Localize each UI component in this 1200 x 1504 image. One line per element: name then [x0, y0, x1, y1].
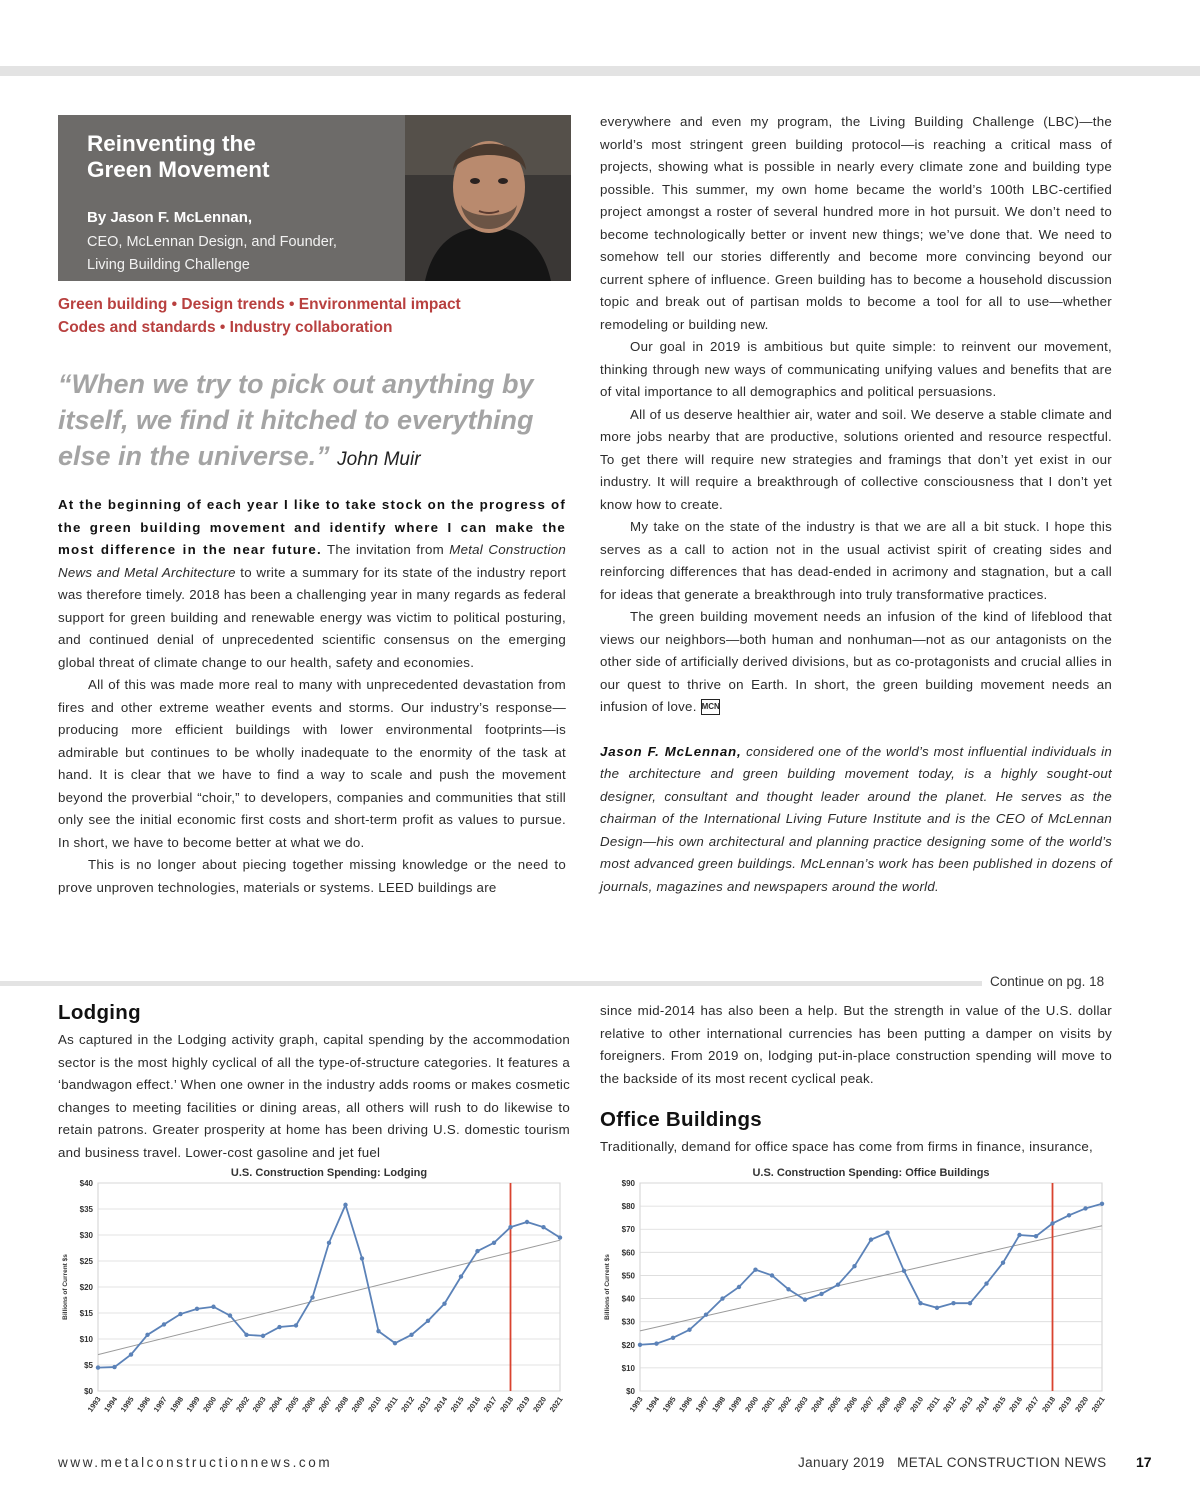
trend-line [98, 1240, 560, 1354]
paragraph [600, 606, 1112, 719]
byline: By Jason F. McLennan, [87, 209, 253, 226]
data-point [393, 1341, 397, 1345]
x-tick-label: 2011 [924, 1394, 942, 1414]
y-tick-label: $40 [79, 1179, 93, 1188]
x-tick-label: 2007 [858, 1394, 876, 1414]
x-tick-label: 2015 [448, 1394, 466, 1414]
x-tick-label: 2005 [283, 1394, 301, 1414]
lodging-chart [58, 1163, 566, 1445]
data-point [261, 1334, 265, 1338]
quote-text: “When we try to pick out anything by itself, we find it hitched to everything else in the universe.” [58, 369, 534, 471]
x-tick-label: 1998 [168, 1394, 186, 1414]
data-point [541, 1225, 545, 1229]
data-point [327, 1241, 331, 1245]
y-axis-label: Billions of Current $s [62, 1254, 69, 1320]
x-tick-label: 1998 [710, 1394, 728, 1414]
data-point [475, 1249, 479, 1253]
text-run: to write a summary for its state of the industry report was therefore timely. 2018 has been a challenging year in many regards as federal support for green building and renewable energy was victim to political posturing, and continued denial of unprecedented scientific consensus on the emerging global threat of climate change to our health, safety and economies. [58, 564, 567, 670]
data-point [968, 1301, 972, 1305]
data-point [984, 1281, 988, 1285]
article-header [58, 115, 405, 281]
paragraph: This is no longer about piecing together missing knowledge or the need to prove unproven technologies, materials or systems. LEED buildings are [58, 857, 566, 895]
data-point [376, 1329, 380, 1333]
office-heading: Office Buildings [600, 1108, 762, 1131]
y-tick-label: $0 [626, 1387, 635, 1396]
lead-in: At the beginning of each year I like to take stock on the progress of the green building movement and identify where I can make the most difference in the near future. [58, 497, 566, 557]
x-tick-label: 2006 [300, 1394, 318, 1414]
x-tick-label: 1999 [726, 1394, 744, 1414]
data-point [343, 1203, 347, 1207]
data-point [129, 1352, 133, 1356]
x-tick-label: 2017 [1023, 1394, 1041, 1414]
x-tick-label: 2018 [498, 1394, 516, 1414]
lodging-chart-svg [58, 1163, 566, 1445]
office-chart [600, 1163, 1108, 1445]
data-point [294, 1323, 298, 1327]
data-point [902, 1269, 906, 1273]
x-tick-label: 1997 [693, 1394, 711, 1414]
paragraph: My take on the state of the industry is that we are all a bit stuck. I hope this serves as a call to action not in the usual activist spirit of creating sides and reinforcing differences that has dead-ended in acrimony and stagnation, but a call for ideas that generate a breakthrough into truly transformative practices. [600, 519, 1112, 602]
left-column [58, 494, 566, 899]
data-point [244, 1333, 248, 1337]
y-tick-label: $10 [79, 1335, 93, 1344]
topic-tags [58, 293, 578, 339]
data-point [228, 1313, 232, 1317]
x-tick-label: 2008 [333, 1394, 351, 1414]
paragraph: everywhere and even my program, the Living Building Challenge (LBC)—the world’s most stringent green building protocol—is reaching a critical mass of projects, showing what is possible in nearly every climate zone and building type possible. This summer, my own home became the world’s 100th LBC-certified project amongst a roster of several hundred more in hot pursuit. We don’t need to become technologically better or invent new things; we’ve done that. We need to somehow tell our stories differently and become more convincing beyond our current sphere of influence. Green building has to become a household discussion topic and break out of partisan molds to become a tool for all to use—whether remodeling or building new. [600, 114, 1112, 332]
y-tick-label: $10 [621, 1363, 635, 1373]
office-section [600, 1108, 1112, 1159]
end-mark-logo: MCN [701, 699, 720, 715]
x-tick-label: 1993 [85, 1394, 103, 1414]
data-point [459, 1274, 463, 1278]
top-rule [0, 66, 1200, 76]
x-tick-label: 2003 [250, 1394, 268, 1414]
x-tick-label: 2003 [792, 1394, 810, 1414]
x-tick-label: 2012 [399, 1394, 417, 1414]
chart-title: U.S. Construction Spending: Lodging [230, 1167, 428, 1179]
y-tick-label: $70 [621, 1225, 635, 1235]
data-point [720, 1296, 724, 1300]
x-tick-label: 2006 [842, 1394, 860, 1414]
data-point [277, 1325, 281, 1329]
data-point [96, 1365, 100, 1369]
x-tick-label: 1999 [184, 1394, 202, 1414]
x-tick-label: 2021 [547, 1394, 565, 1414]
author-photo [405, 115, 571, 281]
y-tick-label: $90 [621, 1179, 635, 1188]
data-point [753, 1267, 757, 1271]
data-point [704, 1313, 708, 1317]
data-point [951, 1301, 955, 1305]
data-point [737, 1285, 741, 1289]
publication-name: Metal Construction News and Metal Architecture [58, 542, 566, 580]
x-tick-label: 2014 [974, 1394, 992, 1414]
section-rule [0, 981, 982, 986]
y-tick-label: $25 [79, 1257, 93, 1266]
data-point [836, 1282, 840, 1286]
role-line: CEO, McLennan Design, and Founder, [87, 234, 337, 250]
tag-line: Green building • Design trends • Environmental impact [58, 296, 461, 313]
author-role [87, 231, 397, 277]
issue-date: January 2019 [798, 1455, 885, 1470]
x-tick-label: 2020 [1073, 1394, 1091, 1414]
paragraph: All of this was made more real to many with unprecedented devastation from fires and other extreme weather events and storms. Our industry’s response—producing more efficient buildings with lower environmental footprints—is admirable but continues to be wholly inadequate to the enormity of the task at hand. It is clear that we have to find a way to scale and push the movement beyond the proverbial “choir,” to developers, companies and communities that still only see the initial economic first costs and short-term profit as values to pursue. In short, we have to become better at what we do. [58, 677, 566, 850]
footer-url[interactable]: www.metalconstructionnews.com [58, 1455, 333, 1470]
paragraph [58, 494, 566, 674]
data-point [918, 1301, 922, 1305]
data-point [508, 1225, 512, 1229]
data-point [1034, 1234, 1038, 1238]
x-tick-label: 2007 [316, 1394, 334, 1414]
text-run: The invitation from [321, 542, 450, 557]
x-tick-label: 2020 [531, 1394, 549, 1414]
data-point [442, 1301, 446, 1305]
data-point [178, 1312, 182, 1316]
data-point [360, 1256, 364, 1260]
x-tick-label: 1994 [644, 1394, 662, 1414]
office-text [600, 1136, 1112, 1159]
lodging-heading: Lodging [58, 1001, 141, 1024]
x-tick-label: 2019 [514, 1394, 532, 1414]
x-tick-label: 2008 [875, 1394, 893, 1414]
author-bio [600, 741, 1112, 899]
data-point [162, 1322, 166, 1326]
data-point [671, 1336, 675, 1340]
data-point [1083, 1206, 1087, 1210]
bio-text: considered one of the world’s most influential individuals in the architecture and green building movement today, is a highly sought-out designer, consultant and thought leader around the planet. He serves as the chairman of the International Living Future Institute and is the CEO of McLennan Design—his own architectural and planning practice designing some of the world’s most advanced green buildings. McLennan’s work has been published in dozens of journals, magazines and newspapers around the world. [600, 743, 1112, 894]
pull-quote [58, 366, 568, 478]
data-point [558, 1235, 562, 1239]
data-point [1017, 1233, 1021, 1237]
data-point [145, 1333, 149, 1337]
data-point [803, 1298, 807, 1302]
x-tick-label: 1993 [627, 1394, 645, 1414]
x-tick-label: 2004 [809, 1394, 827, 1414]
data-point [935, 1306, 939, 1310]
x-tick-label: 2002 [234, 1394, 252, 1414]
x-tick-label: 2004 [267, 1394, 285, 1414]
data-point [1050, 1221, 1054, 1225]
data-point [638, 1343, 642, 1347]
y-tick-label: $60 [621, 1248, 635, 1258]
data-point [409, 1333, 413, 1337]
y-tick-label: $0 [84, 1387, 93, 1396]
series-line [640, 1204, 1102, 1345]
tag-line: Codes and standards • Industry collaboration [58, 319, 393, 336]
article-title [87, 131, 397, 183]
text-run: The green building movement needs an infusion of the kind of lifeblood that views our neighbors—both human and nonhuman—not as our antagonists on the other side of artificially derived divisions, but as co-protagonists and crucial allies in our quest to thrive on Earth. In short, the green building movement needs an infusion of love. [600, 609, 1112, 714]
bio-name: Jason F. McLennan, [600, 743, 742, 759]
series-line [98, 1205, 560, 1368]
paragraph: Our goal in 2019 is ambitious but quite simple: to reinvent our movement, thinking through new ways of communicating unifying values and benefits that are of vital importance to all demographics and political persuasions. [600, 339, 1112, 399]
x-tick-label: 2009 [349, 1394, 367, 1414]
x-tick-label: 2012 [941, 1394, 959, 1414]
data-point [687, 1328, 691, 1332]
x-tick-label: 2010 [908, 1394, 926, 1414]
x-tick-label: 2000 [743, 1394, 761, 1414]
x-tick-label: 2011 [382, 1394, 400, 1414]
x-tick-label: 2013 [415, 1394, 433, 1414]
x-tick-label: 2021 [1089, 1394, 1107, 1414]
y-tick-label: $30 [79, 1231, 93, 1240]
chart-title: U.S. Construction Spending: Office Buildings [752, 1167, 990, 1179]
x-tick-label: 2001 [759, 1394, 777, 1414]
x-tick-label: 1995 [660, 1394, 678, 1414]
x-tick-label: 2002 [776, 1394, 794, 1414]
page-number: 17 [1136, 1454, 1152, 1470]
data-point [819, 1292, 823, 1296]
x-tick-label: 2001 [217, 1394, 235, 1414]
x-tick-label: 2010 [366, 1394, 384, 1414]
x-tick-label: 2013 [957, 1394, 975, 1414]
y-tick-label: $50 [621, 1271, 635, 1281]
plot-frame [640, 1183, 1102, 1391]
data-point [492, 1241, 496, 1245]
x-tick-label: 1995 [118, 1394, 136, 1414]
y-tick-label: $20 [79, 1283, 93, 1292]
continue-note: Continue on pg. 18 [990, 974, 1105, 989]
paragraph: As captured in the Lodging activity graph, capital spending by the accommodation sector is the most highly cyclical of all the type-of-structure categories. It features a ‘bandwagon effect.’ When one owner in the industry adds rooms or makes cosmetic changes to meeting facilities or dining areas, all others will rush to do likewise to retain patrons. Greater prosperity at home has been driving U.S. domestic tourism and business travel. Lower-cost gasoline and jet fuel [58, 1032, 570, 1160]
y-tick-label: $5 [84, 1361, 93, 1370]
paragraph: All of us deserve healthier air, water and soil. We deserve a stable climate and more jobs nearby that are productive, solutions oriented and resource respectful. To get there will require new strategies and framings that don’t yet exist in our industry. It will require a breakthrough of collective consciousness that I don’t yet know how to create. [600, 406, 1112, 512]
x-tick-label: 2017 [481, 1394, 499, 1414]
data-point [1100, 1202, 1104, 1206]
lodging-continued [600, 1000, 1112, 1090]
x-tick-label: 1996 [135, 1394, 153, 1414]
x-tick-label: 2005 [825, 1394, 843, 1414]
office-chart-svg [600, 1163, 1108, 1445]
data-point [195, 1307, 199, 1311]
data-point [654, 1341, 658, 1345]
right-column [600, 111, 1112, 898]
x-tick-label: 2018 [1040, 1394, 1058, 1414]
x-tick-label: 2014 [432, 1394, 450, 1414]
data-point [852, 1264, 856, 1268]
role-line: Living Building Challenge [87, 257, 250, 273]
x-tick-label: 2009 [891, 1394, 909, 1414]
data-point [525, 1220, 529, 1224]
y-tick-label: $80 [621, 1202, 635, 1212]
paragraph: since mid-2014 has also been a help. But the strength in value of the U.S. dollar relative to other international currencies has been putting a damper on visits by foreigners. From 2019 on, lodging put-in-place construction spending will move to the backside of its most recent cyclical peak. [600, 1003, 1112, 1086]
y-tick-label: $40 [621, 1294, 635, 1304]
lodging-text [58, 1029, 570, 1164]
data-point [310, 1295, 314, 1299]
x-tick-label: 2015 [990, 1394, 1008, 1414]
title-line: Reinventing the [87, 131, 256, 156]
data-point [885, 1230, 889, 1234]
footer-issue [798, 1455, 1107, 1470]
y-axis-label: Billions of Current $s [604, 1254, 611, 1320]
x-tick-label: 2019 [1056, 1394, 1074, 1414]
y-tick-label: $15 [79, 1309, 93, 1318]
data-point [426, 1319, 430, 1323]
y-tick-label: $35 [79, 1205, 93, 1214]
publication-title: METAL CONSTRUCTION NEWS [897, 1455, 1107, 1470]
data-point [770, 1273, 774, 1277]
data-point [869, 1237, 873, 1241]
data-point [112, 1365, 116, 1369]
data-point [211, 1305, 215, 1309]
y-tick-label: $20 [621, 1340, 635, 1350]
x-tick-label: 1994 [102, 1394, 120, 1414]
quote-author: John Muir [337, 449, 421, 470]
title-line: Green Movement [87, 157, 270, 182]
x-tick-label: 2016 [465, 1394, 483, 1414]
paragraph: Traditionally, demand for office space has come from firms in finance, insurance, [600, 1139, 1093, 1154]
lodging-section [58, 1001, 570, 1164]
x-tick-label: 2016 [1007, 1394, 1025, 1414]
x-tick-label: 1996 [677, 1394, 695, 1414]
x-tick-label: 1997 [151, 1394, 169, 1414]
data-point [1067, 1213, 1071, 1217]
data-point [1001, 1261, 1005, 1265]
data-point [786, 1287, 790, 1291]
x-tick-label: 2000 [201, 1394, 219, 1414]
y-tick-label: $30 [621, 1317, 635, 1327]
